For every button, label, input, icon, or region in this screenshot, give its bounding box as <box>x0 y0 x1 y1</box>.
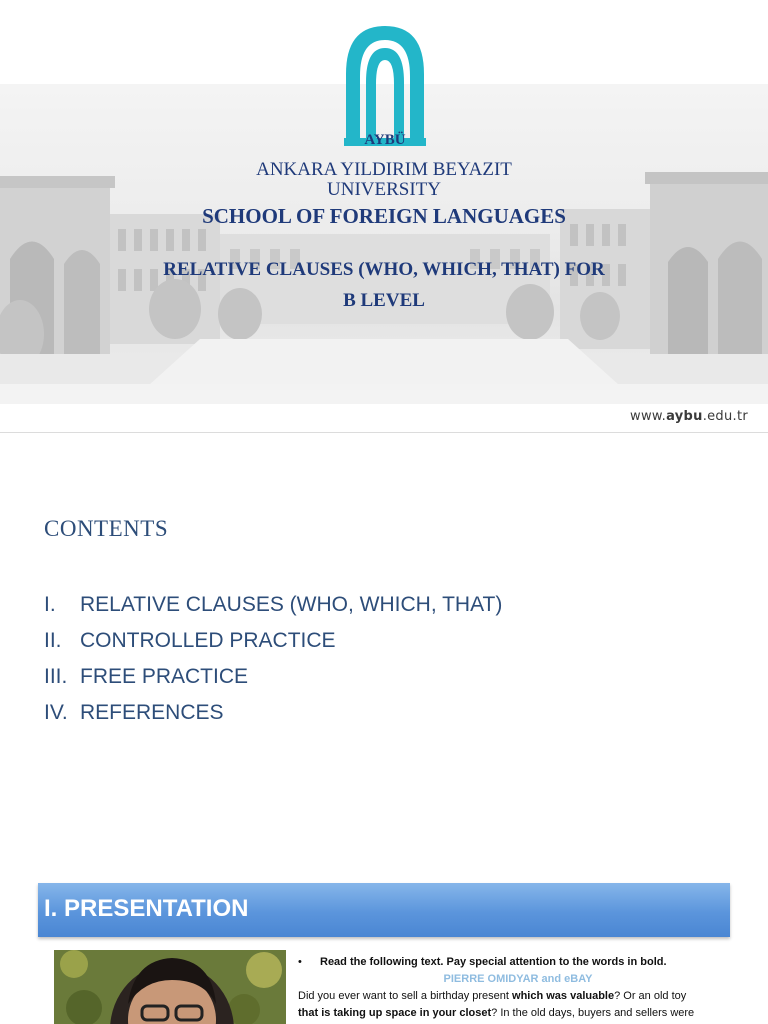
contents-item-number: IV. <box>44 701 68 724</box>
bold-relative-clause: that is taking up space in your closet <box>298 1007 492 1019</box>
contents-item-label: FREE PRACTICE <box>80 665 249 688</box>
contents-item-number: III. <box>44 665 68 688</box>
slide-divider <box>0 432 768 433</box>
bullet-icon: • <box>298 956 302 968</box>
text-run: Did you ever want to sell a birthday present <box>298 990 513 1002</box>
school-name: SCHOOL OF FOREIGN LANGUAGES <box>202 204 566 228</box>
reading-text <box>298 954 738 1022</box>
website-url[interactable] <box>630 409 748 424</box>
text-run: ? Or an old toy <box>614 990 687 1002</box>
presentation-header-bar <box>38 883 730 937</box>
instruction-line <box>298 954 738 971</box>
instruction-text: Read the following text. Pay special attention to the words in bold. <box>320 956 667 968</box>
contents-item-label: REFERENCES <box>80 701 224 724</box>
title-slide <box>0 0 768 432</box>
deck-title-line1: RELATIVE CLAUSES (WHO, WHICH, THAT) FOR <box>163 259 605 280</box>
university-name-line2: UNIVERSITY <box>327 179 441 200</box>
portrait-photo <box>54 950 286 1024</box>
contents-heading: CONTENTS <box>44 516 169 541</box>
bold-relative-clause: which was valuable <box>512 990 615 1002</box>
story-title: PIERRE OMIDYAR and eBAY <box>443 973 593 985</box>
logo-wordmark: AYBÜ <box>364 132 406 148</box>
paragraph-line <box>298 988 738 1005</box>
contents-item-label: RELATIVE CLAUSES (WHO, WHICH, THAT) <box>80 593 503 616</box>
text-run: ? In the old days, buyers and sellers were <box>491 1007 695 1019</box>
deck-title-line2: B LEVEL <box>343 290 425 311</box>
contents-item-number: II. <box>44 629 62 652</box>
contents-item-number: I. <box>44 593 56 616</box>
deck-title <box>114 254 654 316</box>
url-domain: aybu <box>666 409 703 424</box>
contents-item-label: CONTROLLED PRACTICE <box>80 629 336 652</box>
paragraph-line <box>298 1005 738 1022</box>
university-name-line1: ANKARA YILDIRIM BEYAZIT <box>256 159 512 180</box>
presentation-heading: I. PRESENTATION <box>44 895 249 922</box>
url-prefix: www. <box>630 409 667 424</box>
url-suffix: .edu.tr <box>702 409 748 424</box>
